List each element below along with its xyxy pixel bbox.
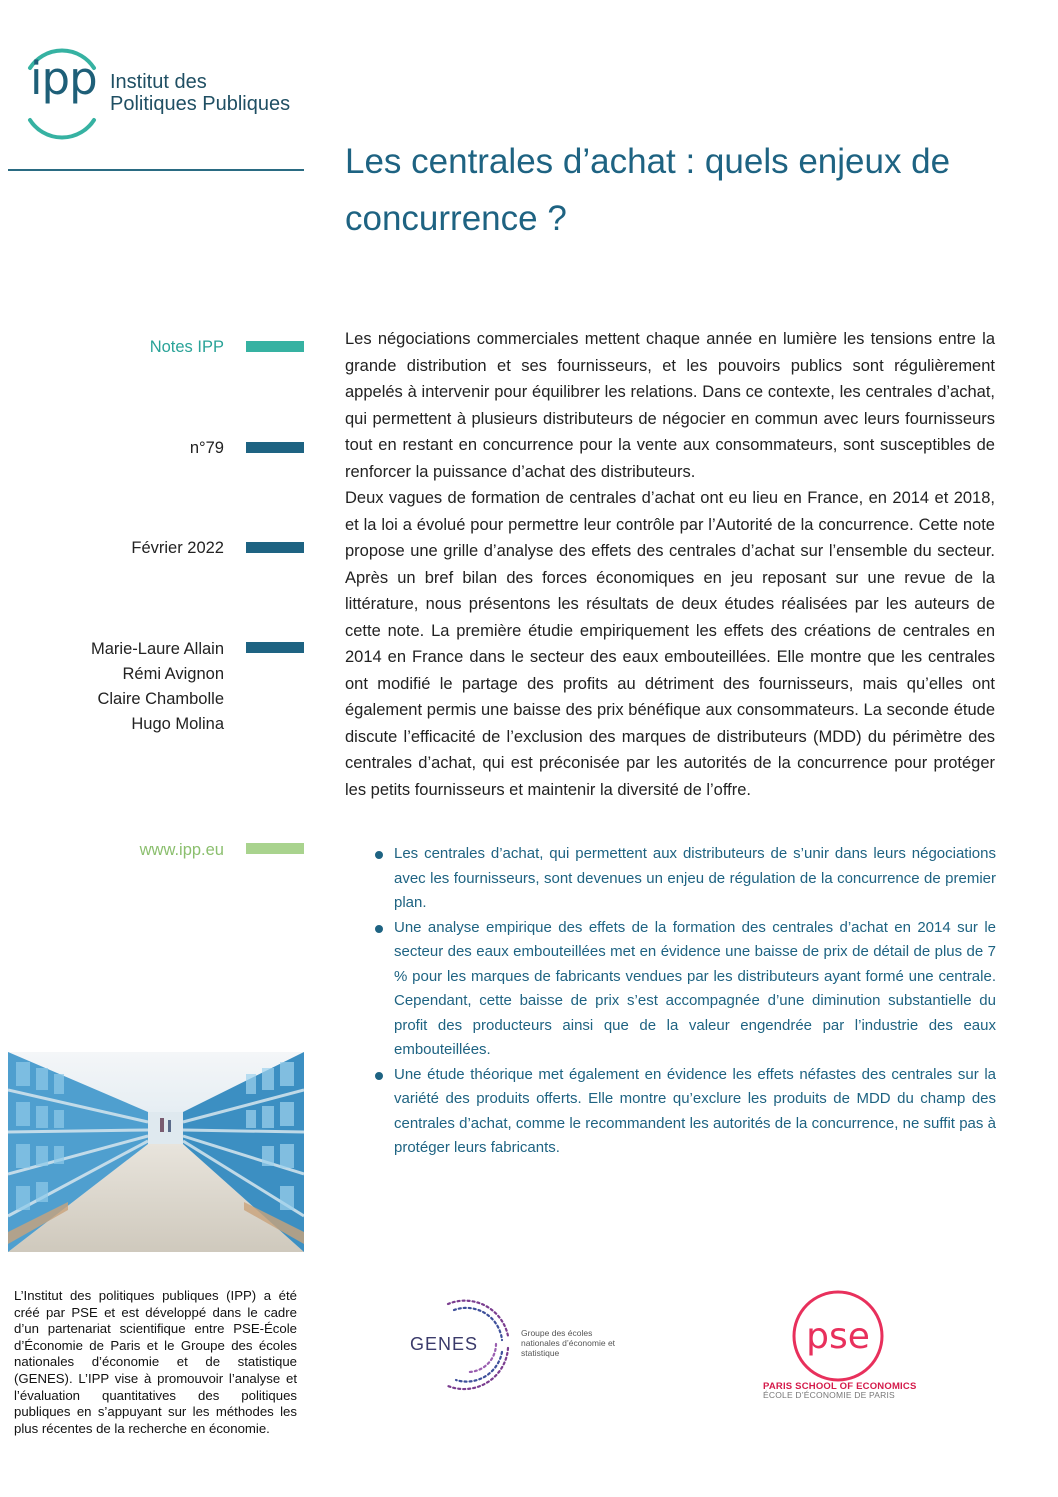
- logo-name-line2: Politiques Publiques: [110, 93, 291, 115]
- genes-tagline: Groupe des écoles nationales d’économie et statistique: [521, 1328, 616, 1358]
- bullet-icon: [375, 851, 383, 859]
- supermarket-aisle-photo: [8, 1052, 304, 1252]
- key-point-item: [370, 842, 996, 916]
- key-points-list: [370, 842, 996, 1161]
- logo-name-line1: Institut des: [110, 71, 207, 93]
- abstract-paragraph: Deux vagues de formation de centrales d’achat ont eu lieu en France, en 2014 et 2018, et la loi a évolué pour permettre leur contrôle par l’Autorité de la concurrence. Cette note propose une grille d’analyse des effets des centrales d’achat sur l’ensemble du secteur. Après un bref bilan des forces économiques en jeu reposant sur une revue de la littérature, nous présentons les résultats de deux études réalisées par les auteurs de cette note. La première étudie empiriquement les effets des créations de centrales en 2014 en France dans le secteur des eaux embouteillées. Elle montre que les centrales ont modifié le partage des profits au détriment des fournisseurs, mais qu’elles ont également permis une baisse des prix bénéfique aux consommateurs. La seconde étude discute l’efficacité de l’exclusion des marques de distributeurs (MDD) du périmètre des centrales d’achat, qui est préconisée par les autorités de la concurrence pour protéger les petits fournisseurs et maintenir la diversité de l’offre.: [345, 489, 995, 799]
- key-point-item: [370, 916, 996, 1063]
- ipp-logo-mark: ipp: [30, 52, 97, 105]
- pse-name-fr: ÉCOLE D’ÉCONOMIE DE PARIS: [763, 1390, 895, 1400]
- key-point-item: [370, 1063, 996, 1161]
- bullet-icon: [375, 925, 383, 933]
- author-name: Claire Chambolle: [97, 690, 224, 708]
- key-point-text: Les centrales d’achat, qui permettent aux distributeurs de s’unir dans leurs négociations avec les fournisseurs, sont devenues un enjeu de régulation de la concurrence de premier plan.: [394, 845, 996, 911]
- bullet-icon: [375, 1072, 383, 1080]
- header-divider: [8, 169, 304, 171]
- authors-list: [91, 637, 224, 737]
- issue-marker-bar: [246, 442, 304, 453]
- pse-mark: pse: [806, 1316, 870, 1357]
- series-label: Notes IPP: [149, 338, 224, 356]
- authors-marker-bar: [246, 642, 304, 653]
- issue-number: n°79: [189, 439, 224, 457]
- author-name: Hugo Molina: [131, 715, 224, 733]
- series-marker-bar: [246, 341, 304, 352]
- page-title: Les centrales d’achat : quels enjeux de concurrence ?: [345, 142, 951, 238]
- about-ipp-text: L’Institut des politiques publiques (IPP) a été créé par PSE et est développé dans le cadre d’un partenariat scientifique entre PSE-École d’Économie de Paris et le Groupe des écoles nationales d’économie et de statistique (GENES). L’IPP vise à promouvoir l’analyse et l’évaluation quantitatives des politiques publiques en s’appuyant sur les méthodes les plus récentes de la recherche en économie.: [14, 1288, 297, 1436]
- author-name: Marie-Laure Allain: [91, 640, 224, 658]
- key-point-text: Une analyse empirique des effets de la formation des centrales d’achat en 2014 sur le secteur des eaux embouteillées met en évidence une baisse de prix de détail de plus de 7 % pour les marques de fabricants vendues par les distributeurs ayant formé une centrale. Cependant, cette baisse de prix s’est accompagnée d’une diminution substantielle du profit des producteurs ainsi que de la valeur engendrée par l’industrie des eaux embouteillées.: [394, 918, 996, 1058]
- publication-date: Février 2022: [131, 539, 224, 557]
- genes-wordmark: GENES: [410, 1334, 479, 1354]
- pse-logo-icon: [792, 1290, 884, 1382]
- key-point-text: Une étude théorique met également en évidence les effets néfastes des centrales sur la variété des produits offerts. Elle montre qu’exclure les produits de MDD du champ des centrales d’achat, comme le recommandent les autorités de la concurrence, ne suffit pas à protéger leurs fabricants.: [394, 1065, 996, 1156]
- website-marker-bar: [246, 843, 304, 854]
- website-link[interactable]: www.ipp.eu: [139, 841, 224, 859]
- pse-name-en: PARIS SCHOOL OF ECONOMICS: [763, 1381, 917, 1392]
- abstract: [345, 326, 995, 803]
- date-marker-bar: [246, 542, 304, 553]
- abstract-paragraph: Les négociations commerciales mettent chaque année en lumière les tensions entre la grande distribution et ses fournisseurs, et les pouvoirs publics sont régulièrement appelés à intervenir pour équilibrer les relations. Dans ce contexte, les centrales d’achat, qui permettent à plusieurs distributeurs de négocier en commun avec leurs fournisseurs tout en restant en concurrence pour la vente aux consommateurs, sont susceptibles de renforcer la puissance d’achat des distributeurs.: [345, 330, 995, 481]
- author-name: Rémi Avignon: [122, 665, 224, 683]
